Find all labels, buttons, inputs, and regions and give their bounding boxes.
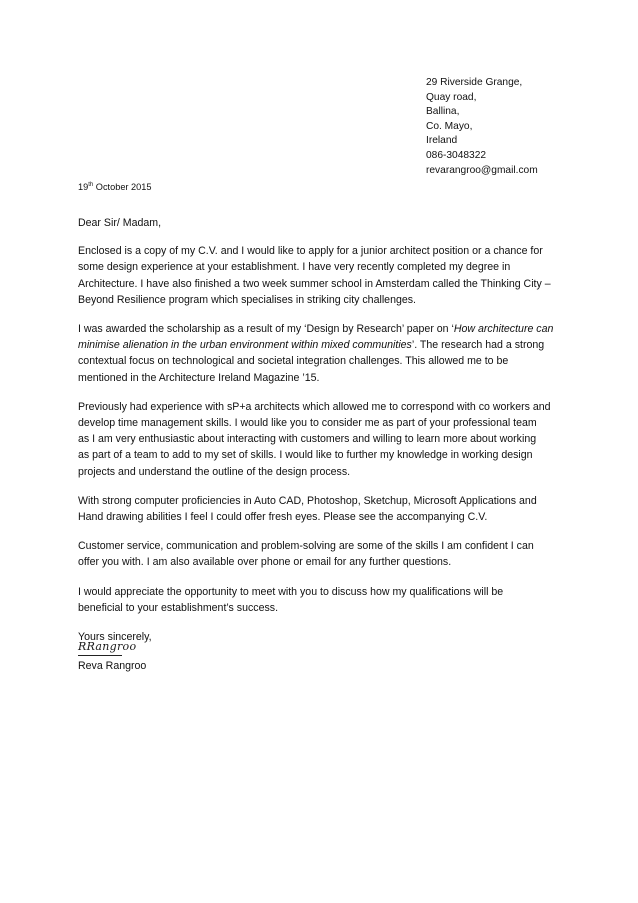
sender-address bbox=[426, 76, 538, 178]
address-line: Co. Mayo, bbox=[426, 120, 473, 132]
paragraph-closing bbox=[78, 584, 568, 616]
text-segment: ’. The research had a strong bbox=[411, 339, 545, 352]
signer-name: Reva Rangroo bbox=[78, 660, 147, 672]
address-line: 29 Riverside Grange, bbox=[426, 77, 523, 88]
text-line bbox=[78, 321, 568, 337]
complimentary-close: Yours sincerely, bbox=[78, 631, 152, 644]
date-ordinal-suffix: th bbox=[88, 181, 94, 188]
text-line: as I am very enthusiastic about interacting with customers and willing to learn more about working bbox=[78, 433, 537, 446]
paragraph-experience bbox=[78, 399, 568, 480]
paragraph-skills bbox=[78, 493, 568, 525]
date-month-year: October 2015 bbox=[93, 182, 152, 192]
text-segment: I was awarded the scholarship as a result of my ‘Design by Research’ paper on ‘ bbox=[78, 323, 454, 336]
text-line: develop time management skills. I would like you to consider me as part of your professional team bbox=[78, 417, 537, 430]
text-line: Customer service, communication and problem-solving are some of the skills I am confident I can bbox=[78, 540, 534, 553]
letter-body bbox=[78, 215, 568, 658]
handwritten-signature: RRangroo bbox=[78, 640, 137, 653]
signature-underline bbox=[78, 655, 122, 656]
paragraph-intro bbox=[78, 243, 568, 308]
text-line: Beyond Resilience program which specialises in striking city challenges. bbox=[78, 293, 416, 306]
text-line: I would appreciate the opportunity to meet with you to discuss how my qualifications will be bbox=[78, 585, 504, 598]
address-line: Ballina, bbox=[426, 106, 460, 118]
address-country: Ireland bbox=[426, 135, 458, 147]
date-day: 19 bbox=[78, 182, 89, 192]
email-address: revarangroo@gmail.com bbox=[426, 164, 538, 176]
text-line: With strong computer proficiencies in Auto CAD, Photoshop, Sketchup, Microsoft Applications and bbox=[78, 494, 537, 507]
text-line: Previously had experience with sP+a architects which allowed me to correspond with co workers and bbox=[78, 400, 551, 413]
paragraph-scholarship bbox=[78, 321, 568, 386]
salutation: Dear Sir/ Madam, bbox=[78, 217, 162, 229]
text-line bbox=[78, 337, 568, 353]
paragraph-customer-service bbox=[78, 538, 568, 570]
text-line: projects and understand the outline of the design process. bbox=[78, 465, 351, 478]
text-line: beneficial to your establishment’s success. bbox=[78, 601, 279, 614]
text-line: contextual focus on technological and societal integration challenges. This allowed me to be bbox=[78, 355, 509, 368]
text-line: Architecture. I have also finished a two week summer school in Amsterdam called the Thinking City – bbox=[78, 277, 551, 290]
address-line: Quay road, bbox=[426, 91, 477, 103]
paper-title-italic: How architecture can bbox=[453, 323, 554, 336]
text-line: mentioned in the Architecture Ireland Magazine ’15. bbox=[78, 371, 320, 384]
phone-number: 086-3048322 bbox=[426, 149, 487, 161]
text-line: Hand drawing abilities I feel I could offer fresh eyes. Please see the accompanying C.V. bbox=[78, 511, 488, 524]
text-line: as part of a team to add to my set of skills. I would like to further my knowledge in working design bbox=[78, 449, 533, 462]
text-line: some design experience at your establishment. I have very recently completed my degree in bbox=[78, 261, 511, 274]
text-line: Enclosed is a copy of my C.V. and I would like to apply for a junior architect position or a chance for bbox=[78, 245, 543, 258]
text-line: offer you with. I am also available over phone or email for any further questions. bbox=[78, 556, 452, 569]
letter-date bbox=[78, 182, 151, 192]
paper-title-italic: minimise alienation in the urban environment within mixed communities bbox=[78, 339, 412, 352]
